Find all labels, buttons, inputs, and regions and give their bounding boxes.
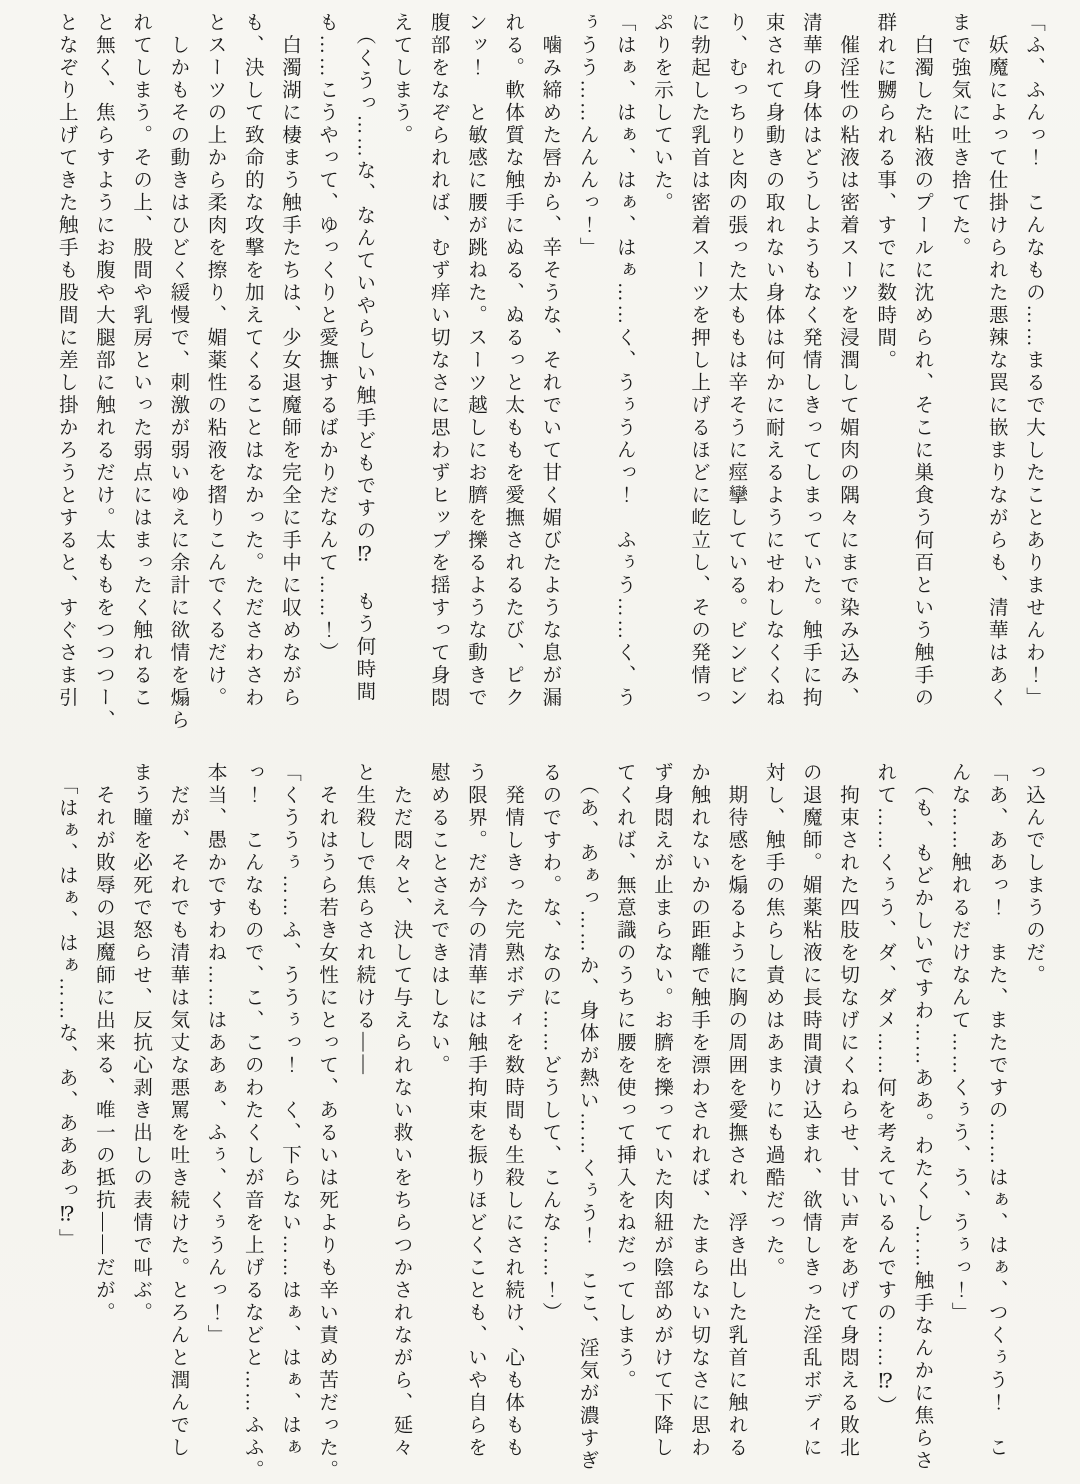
text-line: 「ふ、ふんっ！ こんなもの……まるで大したことありませんわ！」 (1023, 12, 1044, 710)
text-line: えてしまう。 (390, 12, 412, 147)
text-line: 白濁した粘液のプールに沈められ、そこに巣食う何百という触手の (911, 12, 933, 710)
text-line: るのですわ。な、なのに……どうして、こんな……！） (539, 762, 561, 1325)
text-line: 「くううぅ……ふ、ううぅっ！ く、下らない……はぁ、はぁ、はぁ (278, 762, 300, 1460)
text-line: てくれば、無意識のうちに腰を使って挿入をねだってしまう。 (613, 762, 635, 1392)
text-line: （くうっ……な、なんていやらしい触手どもですの⁉ もう何時間 (353, 12, 375, 704)
text-line: 慰めることさえできはしない。 (427, 762, 449, 1077)
text-line: まう瞳を必死で怒らせ、反抗心剥き出しの表情で叫ぶ。 (130, 762, 152, 1325)
text-line: 催淫性の粘液は密着スーツを浸潤して媚肉の隅々にまで染み込み、 (836, 12, 858, 710)
text-line: の退魔師。媚薬粘液に長時間漬け込まれ、欲情しきった淫乱ボディに (799, 762, 821, 1460)
text-line: も、決して致命的な攻撃を加えてくることはなかった。たださわさわ (241, 12, 263, 710)
text-line: ず身悶えが止まらない。お臍を擽っていた肉紐が陰部めがけて下降し (650, 762, 672, 1460)
text-line: か触れないかの距離で触手を漂わされれば、たまらない切なさに思わ (688, 762, 710, 1460)
text-line: 発情しきった完熟ボディを数時間も生殺しにされ続け、心も体もも (502, 762, 524, 1460)
text-line: ただ悶々と、決して与えられない救いをちらつかされながら、延々 (390, 762, 412, 1460)
text-line: しかもその動きはひどく緩慢で、刺激が弱いゆえに余計に欲情を煽ら (167, 12, 189, 732)
text-line: ンッ！ と敏感に腰が跳ねた。スーツ越しにお臍を擽るような動きで (464, 12, 486, 710)
text-line: まで強気に吐き捨てた。 (948, 12, 970, 260)
text-line: れる。軟体質な触手にぬる、ぬるっと太ももを愛撫されるたび、ピク (502, 12, 524, 710)
text-line: それが敗辱の退魔師に出来る、唯一の抵抗――だが。 (92, 762, 114, 1325)
text-line: も……こうやって、ゆっくりと愛撫するばかりだなんて……！） (316, 12, 338, 665)
text-line: 噛み締めた唇から、辛そうな、それでいて甘く媚びたような息が漏 (539, 12, 561, 710)
top-text-block (48, 12, 1052, 737)
text-line: 対し、触手の焦らし責めはあまりにも過酷だった。 (762, 762, 784, 1280)
text-line: それはうら若き女性にとって、あるいは死よりも辛い責め苦だった。 (316, 762, 338, 1482)
text-line: ぷりを示していた。 (650, 12, 672, 215)
text-line: 白濁湖に棲まう触手たちは、少女退魔師を完全に手中に収めながら (278, 12, 300, 710)
text-line: んな……触れるだけなんて……くぅう、う、うぅっ！」 (948, 762, 970, 1325)
text-line: 期待感を煽るように胸の周囲を愛撫され、浮き出した乳首に触れる (725, 762, 747, 1460)
text-line: 「はぁ、はぁ、はぁ……な、あ、あああっ⁉」 (55, 762, 77, 1251)
text-line: 群れに嬲られる事、すでに数時間。 (874, 12, 896, 372)
text-line: となぞり上げてきた触手も股間に差し掛かろうとすると、すぐさま引 (55, 12, 77, 710)
text-line: 「はぁ、はぁ、はぁ、はぁ……く、うぅうんっ！ ふぅう……く、う (613, 12, 635, 710)
text-line: とスーツの上から柔肉を擦り、媚薬性の粘液を摺りこんでくるだけ。 (204, 12, 226, 710)
text-line: ぅうう……んんんっ！」 (576, 12, 598, 260)
text-line: れてしまう。その上、股間や乳房といった弱点にはまったく触れるこ (130, 12, 152, 710)
text-line: に勃起した乳首は密着スーツを押し上げるほどに屹立し、その発情っ (688, 12, 710, 710)
text-line: れて……くぅう、ダ、ダメ……何を考えているんですの……⁉） (874, 762, 896, 1418)
text-line: 清華の身体はどうしようもなく発情しきってしまっていた。触手に拘 (799, 12, 821, 710)
text-line: っ！ こんなもので、こ、このわたくしが音を上げるなどと……ふふ。 (241, 762, 263, 1482)
text-line: だが、それでも清華は気丈な悪罵を吐き続けた。とろんと潤んでし (167, 762, 189, 1460)
bottom-text-block (48, 762, 1052, 1484)
text-line: 「あ、ああっ！ また、またですの……はぁ、はぁ、つくぅう！ こ (985, 762, 1007, 1460)
text-line: （も、もどかしいですわ……ああ。わたくし……触手なんかに焦らさ (911, 762, 933, 1473)
text-line: （あ、あぁっ……か、身体が熱い……くぅう！ ここ、淫気が濃すぎ (576, 762, 598, 1473)
text-line: っ込んでしまうのだ。 (1023, 762, 1044, 987)
text-line: 妖魔によって仕掛けられた悪辣な罠に嵌まりながらも、清華はあく (985, 12, 1007, 710)
text-line: 本当、愚かですわね……はああぁ、ふぅ、くぅうんっ！」 (204, 762, 226, 1347)
text-line: 腹部をなぞられれば、むず痒い切なさに思わずヒップを揺すって身悶 (427, 12, 449, 710)
text-line: 束されて身動きの取れない身体は何かに耐えるようにせわしなくくね (762, 12, 784, 710)
text-line: と無く、焦らすようにお腹や大腿部に触れるだけ。太ももをつつつー、 (92, 12, 114, 732)
text-line: り、むっちりと肉の張った太ももは辛そうに痙攣している。ビンビン (725, 12, 747, 710)
text-line: 拘束された四肢を切なげにくねらせ、甘い声をあげて身悶える敗北 (836, 762, 858, 1460)
text-line: う限界。だが今の清華には触手拘束を振りほどくことも、いや自らを (464, 762, 486, 1460)
text-line: と生殺しで焦らされ続ける―― (353, 762, 375, 1077)
